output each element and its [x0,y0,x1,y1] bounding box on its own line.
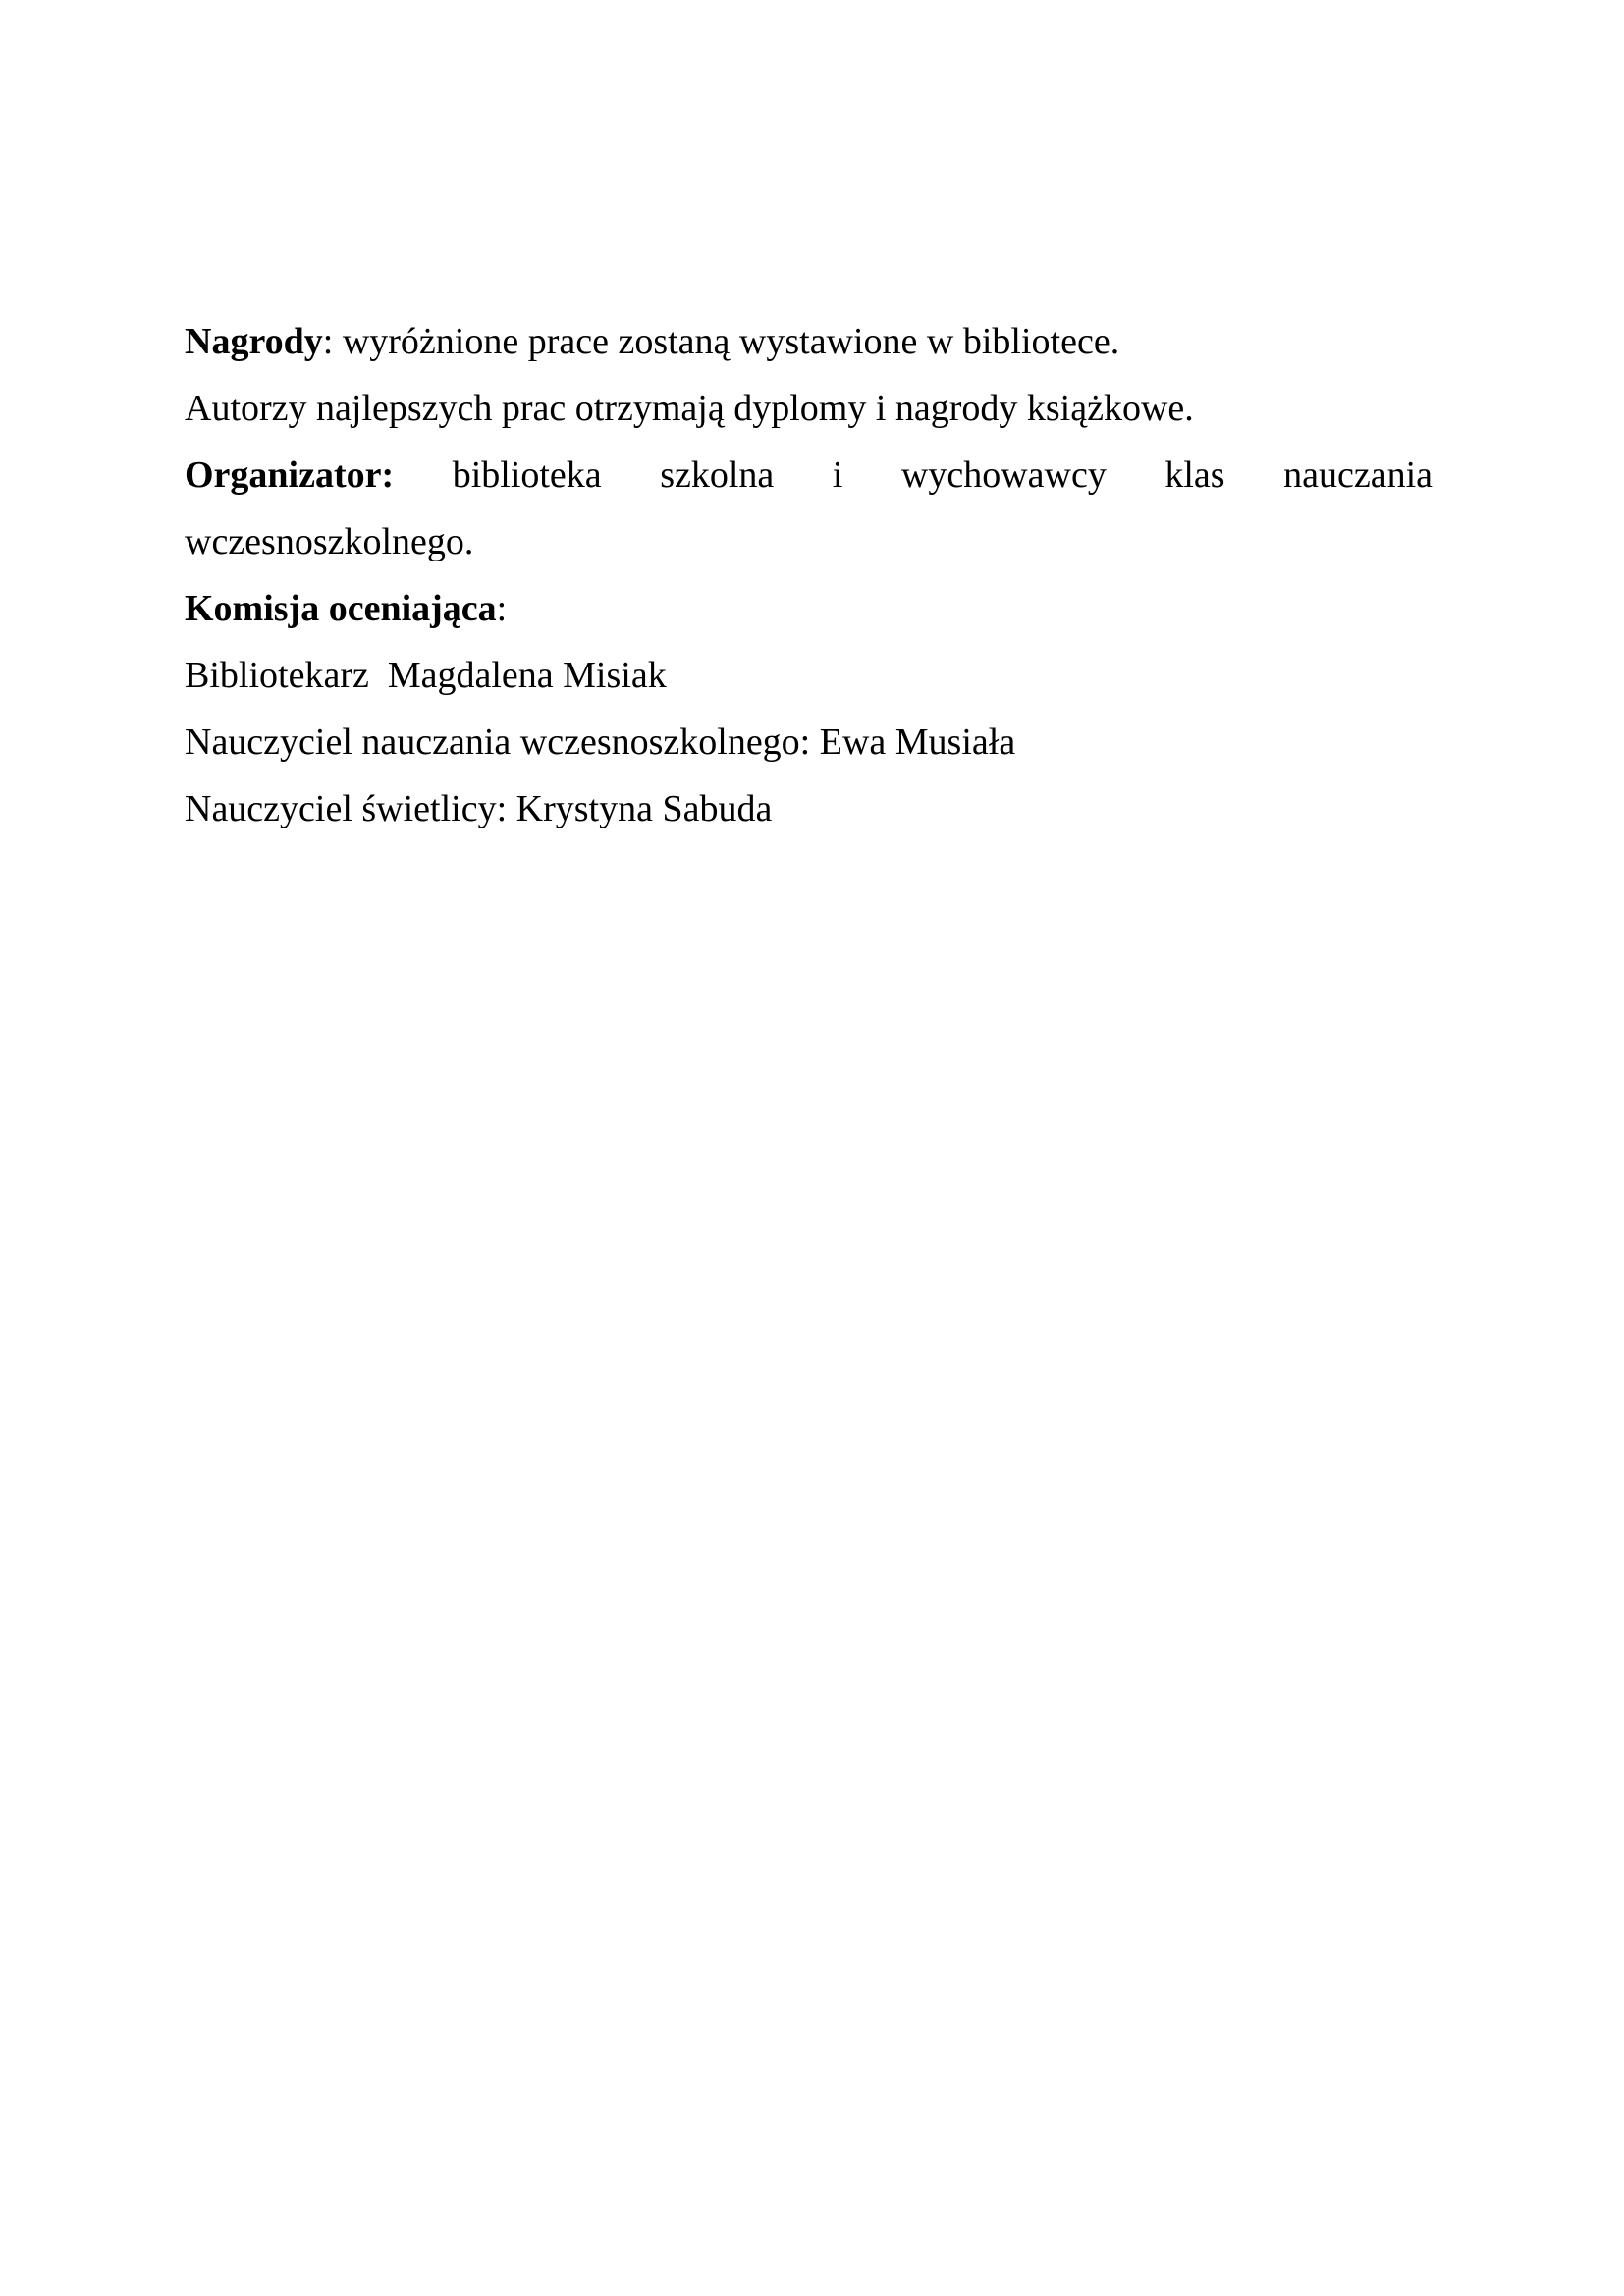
paragraph-organizator-line2 [185,508,1433,575]
organizator-line1-text: biblioteka szkolna i wychowawcy klas nauczania [452,454,1434,496]
komisja-label: Komisja oceniająca [185,588,497,629]
nauczyciel-swietlicy-text: Nauczyciel świetlicy: Krystyna Sabuda [185,788,773,829]
nagrody-label: Nagrody [185,321,323,362]
paragraph-organizator-line1 [185,442,1433,508]
paragraph-bibliotekarz [185,642,1433,709]
bibliotekarz-text: Bibliotekarz Magdalena Misiak [185,655,667,696]
document-text-block [185,308,1433,842]
autorzy-text: Autorzy najlepszych prac otrzymają dyplomy i nagrody książkowe. [185,388,1194,429]
paragraph-nauczyciel-swietlicy [185,775,1433,842]
paragraph-autorzy [185,375,1433,442]
nauczyciel-wczesnoszkolny-text: Nauczyciel nauczania wczesnoszkolnego: Ewa Musiała [185,721,1016,763]
paragraph-nauczyciel-wczesnoszkolny [185,709,1433,775]
komisja-colon: : [496,588,508,629]
nagrody-text: : wyróżnione prace zostaną wystawione w bibliotece. [322,321,1120,362]
organizator-line2-text: wczesnoszkolnego. [185,521,474,562]
paragraph-komisja [185,575,1433,642]
organizator-label: Organizator: [185,454,395,496]
paragraph-nagrody [185,308,1433,375]
